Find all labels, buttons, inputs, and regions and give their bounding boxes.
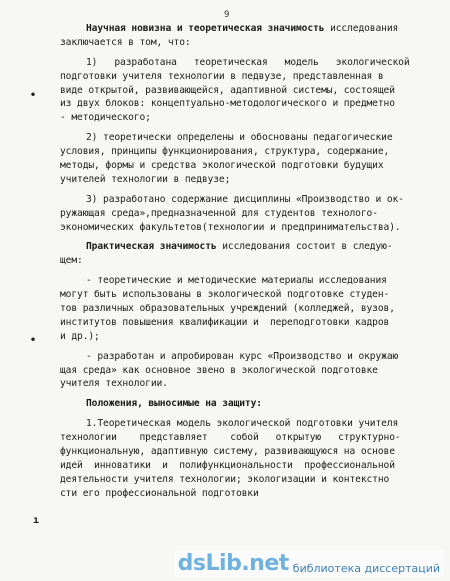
- paragraph: [60, 274, 416, 343]
- line-text: учителя технологии.: [60, 378, 168, 390]
- text-line: [60, 193, 416, 207]
- text-line: [60, 173, 416, 187]
- watermark-subtitle: библиотека диссертаций: [292, 562, 440, 575]
- line-text: - теоретические и методические материалы исследования: [86, 275, 387, 287]
- watermark: [174, 550, 444, 577]
- line-text: учителей технологии в педвузе;: [60, 173, 231, 185]
- line-text: 1) разработана теоретическая модель экологической: [86, 56, 410, 68]
- text-line: [60, 487, 416, 501]
- line-text: могут быть использованы в экологической подготовке студен-: [60, 289, 390, 301]
- line-text: - разработан и апробирован курс «Производство и окружаю: [86, 350, 399, 362]
- text-line: [60, 417, 416, 431]
- line-text: 2) теоретически определены и обоснованы педагогические: [86, 132, 393, 144]
- line-text: функциональную, адаптивную систему, развивающуюся на основе: [60, 446, 395, 458]
- line-text: методы, формы и средства экологической подготовки будущих: [60, 160, 384, 172]
- text-line: [60, 350, 416, 364]
- line-text: щая среда» как основное звено в экологической подготовке: [60, 364, 378, 376]
- text-line: [60, 97, 416, 111]
- text-line: [60, 22, 416, 36]
- paragraph: [60, 417, 416, 500]
- text-line: [60, 316, 416, 330]
- text-line: [60, 159, 416, 173]
- text-line: [60, 70, 416, 84]
- document-body: [60, 22, 416, 501]
- text-line: [60, 207, 416, 221]
- line-text: технологии представляет собой открытую структурно-: [60, 432, 401, 444]
- line-text: тов различных образовательных учреждений (колледжей, вузов,: [60, 303, 395, 315]
- paragraph: [60, 131, 416, 187]
- line-text: виде открытой, развивающейся, адаптивной системы, состоящей: [60, 84, 395, 96]
- line-text: заключается в том, что:: [60, 36, 191, 48]
- page-number: 9: [224, 10, 230, 20]
- line-text: - методического;: [60, 112, 151, 124]
- text-line: [60, 36, 416, 50]
- paragraph: [60, 22, 416, 50]
- line-text: институтов повышения квалификации и переподготовки кадров: [60, 316, 390, 328]
- bold-heading: Положения, выносимые на защиту:: [86, 398, 262, 410]
- text-line: [60, 473, 416, 487]
- scan-mark: •: [30, 335, 37, 346]
- text-line: [60, 145, 416, 159]
- scan-mark: •: [30, 90, 37, 101]
- line-text: 3) разработано содержание дисциплины «Производство и ок-: [86, 193, 404, 205]
- line-text: сти его профессиональной подготовки: [60, 487, 259, 499]
- text-line: [60, 459, 416, 473]
- text-line: [60, 84, 416, 98]
- text-line: [60, 302, 416, 316]
- line-text: экономических факультетов(технологии и предпринимательства).: [60, 221, 401, 233]
- line-text: исследования состоит в следую-: [216, 241, 393, 253]
- line-text: идей инноватики и полифункциональности профессиональной: [60, 459, 395, 471]
- line-text: и др.);: [60, 330, 100, 342]
- text-line: [60, 56, 416, 70]
- bold-heading: Научная новизна и теоретическая значимость: [86, 23, 325, 34]
- line-text: условия, принципы функционирования, структура, содержание,: [60, 146, 390, 158]
- line-text: деятельности учителя технологии; экологизации и контекстно: [60, 473, 390, 485]
- text-line: [60, 397, 416, 411]
- paragraph: [60, 397, 416, 411]
- line-text: подготовки учителя технологии в педвузе, представленная в: [60, 70, 384, 82]
- text-line: [60, 131, 416, 145]
- line-text: из двух блоков: концептуально-методологического и предметно: [60, 98, 395, 110]
- text-line: [60, 274, 416, 288]
- line-text: исследования: [324, 23, 399, 34]
- paragraph: [60, 56, 416, 125]
- text-line: [60, 364, 416, 378]
- text-line: [60, 330, 416, 344]
- paragraph: [60, 193, 416, 235]
- text-line: [60, 111, 416, 125]
- text-line: [60, 445, 416, 459]
- paragraph: [60, 240, 416, 268]
- text-line: [60, 221, 416, 235]
- text-line: [60, 288, 416, 302]
- line-text: 1.Теоретическая модель экологической подготовки учителя: [86, 418, 399, 430]
- text-line: [60, 377, 416, 391]
- bold-heading: Практическая значимость: [86, 241, 217, 253]
- text-line: [60, 431, 416, 445]
- text-line: [60, 240, 416, 254]
- paragraph: [60, 350, 416, 392]
- line-text: щем:: [60, 255, 83, 267]
- line-text: ружающая среда»,предназначенной для студентов технолого-: [60, 207, 378, 219]
- watermark-logo: dsLib.net: [177, 550, 289, 576]
- text-line: [60, 254, 416, 268]
- scan-mark: ı: [33, 515, 40, 526]
